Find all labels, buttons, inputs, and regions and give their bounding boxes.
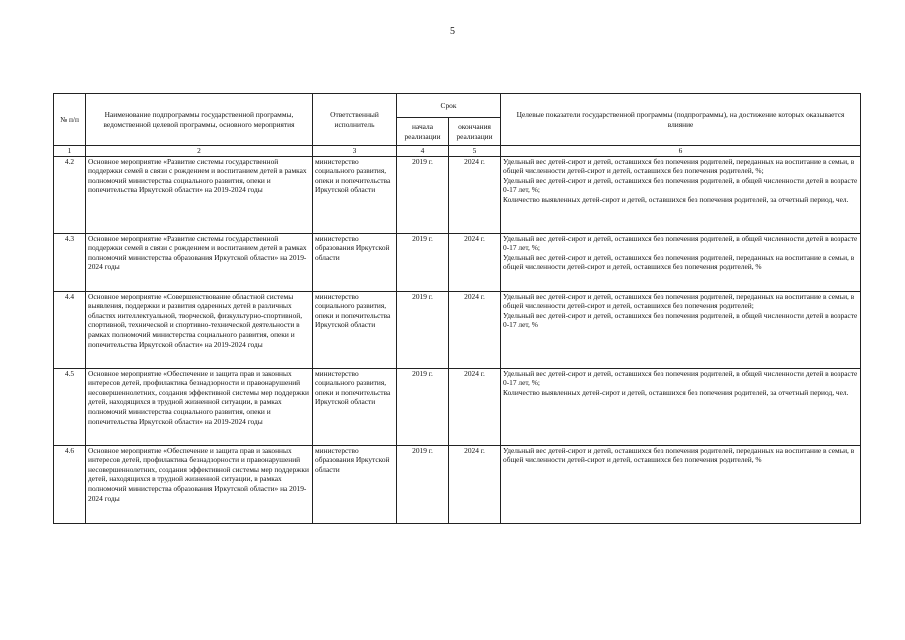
row-indicators: Удельный вес детей-сирот и детей, оставшихся без попечения родителей, переданных на воспитание в семьи, в общей численности детей-сирот и детей, оставшихся без попечения родителей; Удельный вес детей-сирот и детей, оставшихся без попечения родителей, в общей численности детей в возрасте 0-17 лет, % bbox=[501, 291, 861, 368]
row-name: Основное мероприятие «Развитие системы государственной поддержки семей в связи с рождением и воспитанием детей в рамках полномочий министерства образования Иркутской области» на 2019-2024 годы bbox=[86, 233, 313, 291]
row-name: Основное мероприятие «Развитие системы государственной поддержки семей в связи с рождением и воспитанием детей в рамках полномочий министерства социального развития, опеки и попечительства Иркутской области» на 2019-2024 годы bbox=[86, 156, 313, 233]
column-number: 5 bbox=[449, 146, 501, 157]
row-responsible: министерство социального развития, опеки и попечительства Иркутской области bbox=[313, 368, 397, 445]
row-start: 2019 г. bbox=[397, 445, 449, 523]
row-start: 2019 г. bbox=[397, 233, 449, 291]
row-indicators: Удельный вес детей-сирот и детей, оставшихся без попечения родителей, в общей численности детей в возрасте 0-17 лет, %; Количество выявленных детей-сирот и детей, оставшихся без попечения родителей, за отчетный период, чел. bbox=[501, 368, 861, 445]
row-indicators: Удельный вес детей-сирот и детей, оставшихся без попечения родителей, переданных на воспитание в семьи, в общей численности детей-сирот и детей, оставшихся без попечения родителей, %; Удельный вес детей-сирот и детей, оставшихся без попечения родителей, в общей численности детей в возрасте 0-17 лет, %; Количество выявленных детей-сирот и детей, оставшихся без попечения родителей, за отчетный период, чел. bbox=[501, 156, 861, 233]
header-start: начала реализации bbox=[397, 118, 449, 146]
row-end: 2024 г. bbox=[449, 445, 501, 523]
row-responsible: министерство образования Иркутской области bbox=[313, 445, 397, 523]
row-name: Основное мероприятие «Совершенствование областной системы выявления, поддержки и развития одаренных детей в различных областях интеллектуальной, творческой, физкультурно-спортивной, спортивной, технической и спортивно-технической деятельности в рамках полномочий министерства социального развития, опеки и попечительства Иркутской области» на 2019-2024 годы bbox=[86, 291, 313, 368]
row-indicators: Удельный вес детей-сирот и детей, оставшихся без попечения родителей, в общей численности детей в возрасте 0-17 лет, %; Удельный вес детей-сирот и детей, оставшихся без попечения родителей, переданных на воспитание в семьи, в общей численности детей-сирот и детей, оставшихся без попечения родителей, % bbox=[501, 233, 861, 291]
column-number: 1 bbox=[54, 146, 86, 157]
table-row bbox=[54, 368, 861, 445]
table-row bbox=[54, 445, 861, 523]
table-row bbox=[54, 291, 861, 368]
row-name: Основное мероприятие «Обеспечение и защита прав и законных интересов детей, профилактика безнадзорности и правонарушений несовершеннолетних, создания эффективной системы мер поддержки детей, находящихся в трудной жизненной ситуации, в рамках полномочий министерства социального развития, опеки и попечительства Иркутской области» на 2019-2024 годы bbox=[86, 368, 313, 445]
row-start: 2019 г. bbox=[397, 368, 449, 445]
row-end: 2024 г. bbox=[449, 156, 501, 233]
row-start: 2019 г. bbox=[397, 291, 449, 368]
header-name: Наименование подпрограммы государственной программы, ведомственной целевой программы, основного мероприятия bbox=[86, 94, 313, 146]
row-number: 4.2 bbox=[54, 156, 86, 233]
column-number: 2 bbox=[86, 146, 313, 157]
table-row bbox=[54, 156, 861, 233]
column-numbers-row bbox=[54, 146, 861, 157]
header-responsible: Ответственный исполнитель bbox=[313, 94, 397, 146]
header-indicators: Целевые показатели государственной программы (подпрограммы), на достижение которых оказывается влияние bbox=[501, 94, 861, 146]
row-name: Основное мероприятие «Обеспечение и защита прав и законных интересов детей, профилактика безнадзорности и правонарушений несовершеннолетних, создания эффективной системы мер поддержки детей, находящихся в трудной жизненной ситуации, в рамках полномочий министерства образования Иркутской области» на 2019-2024 годы bbox=[86, 445, 313, 523]
column-number: 6 bbox=[501, 146, 861, 157]
row-end: 2024 г. bbox=[449, 368, 501, 445]
header-term: Срок bbox=[397, 94, 501, 118]
row-number: 4.6 bbox=[54, 445, 86, 523]
row-start: 2019 г. bbox=[397, 156, 449, 233]
row-responsible: министерство социального развития, опеки и попечительства Иркутской области bbox=[313, 156, 397, 233]
row-indicators: Удельный вес детей-сирот и детей, оставшихся без попечения родителей, переданных на воспитание в семьи, в общей численности детей-сирот и детей, оставшихся без попечения родителей, % bbox=[501, 445, 861, 523]
row-responsible: министерство социального развития, опеки и попечительства Иркутской области bbox=[313, 291, 397, 368]
column-number: 3 bbox=[313, 146, 397, 157]
header-end: окончания реализации bbox=[449, 118, 501, 146]
row-responsible: министерство образования Иркутской области bbox=[313, 233, 397, 291]
table-row bbox=[54, 233, 861, 291]
row-number: 4.5 bbox=[54, 368, 86, 445]
page-number: 5 bbox=[450, 26, 455, 37]
row-end: 2024 г. bbox=[449, 233, 501, 291]
program-table bbox=[53, 93, 861, 524]
row-number: 4.3 bbox=[54, 233, 86, 291]
row-number: 4.4 bbox=[54, 291, 86, 368]
row-end: 2024 г. bbox=[449, 291, 501, 368]
header-number: № п/п bbox=[54, 94, 86, 146]
column-number: 4 bbox=[397, 146, 449, 157]
